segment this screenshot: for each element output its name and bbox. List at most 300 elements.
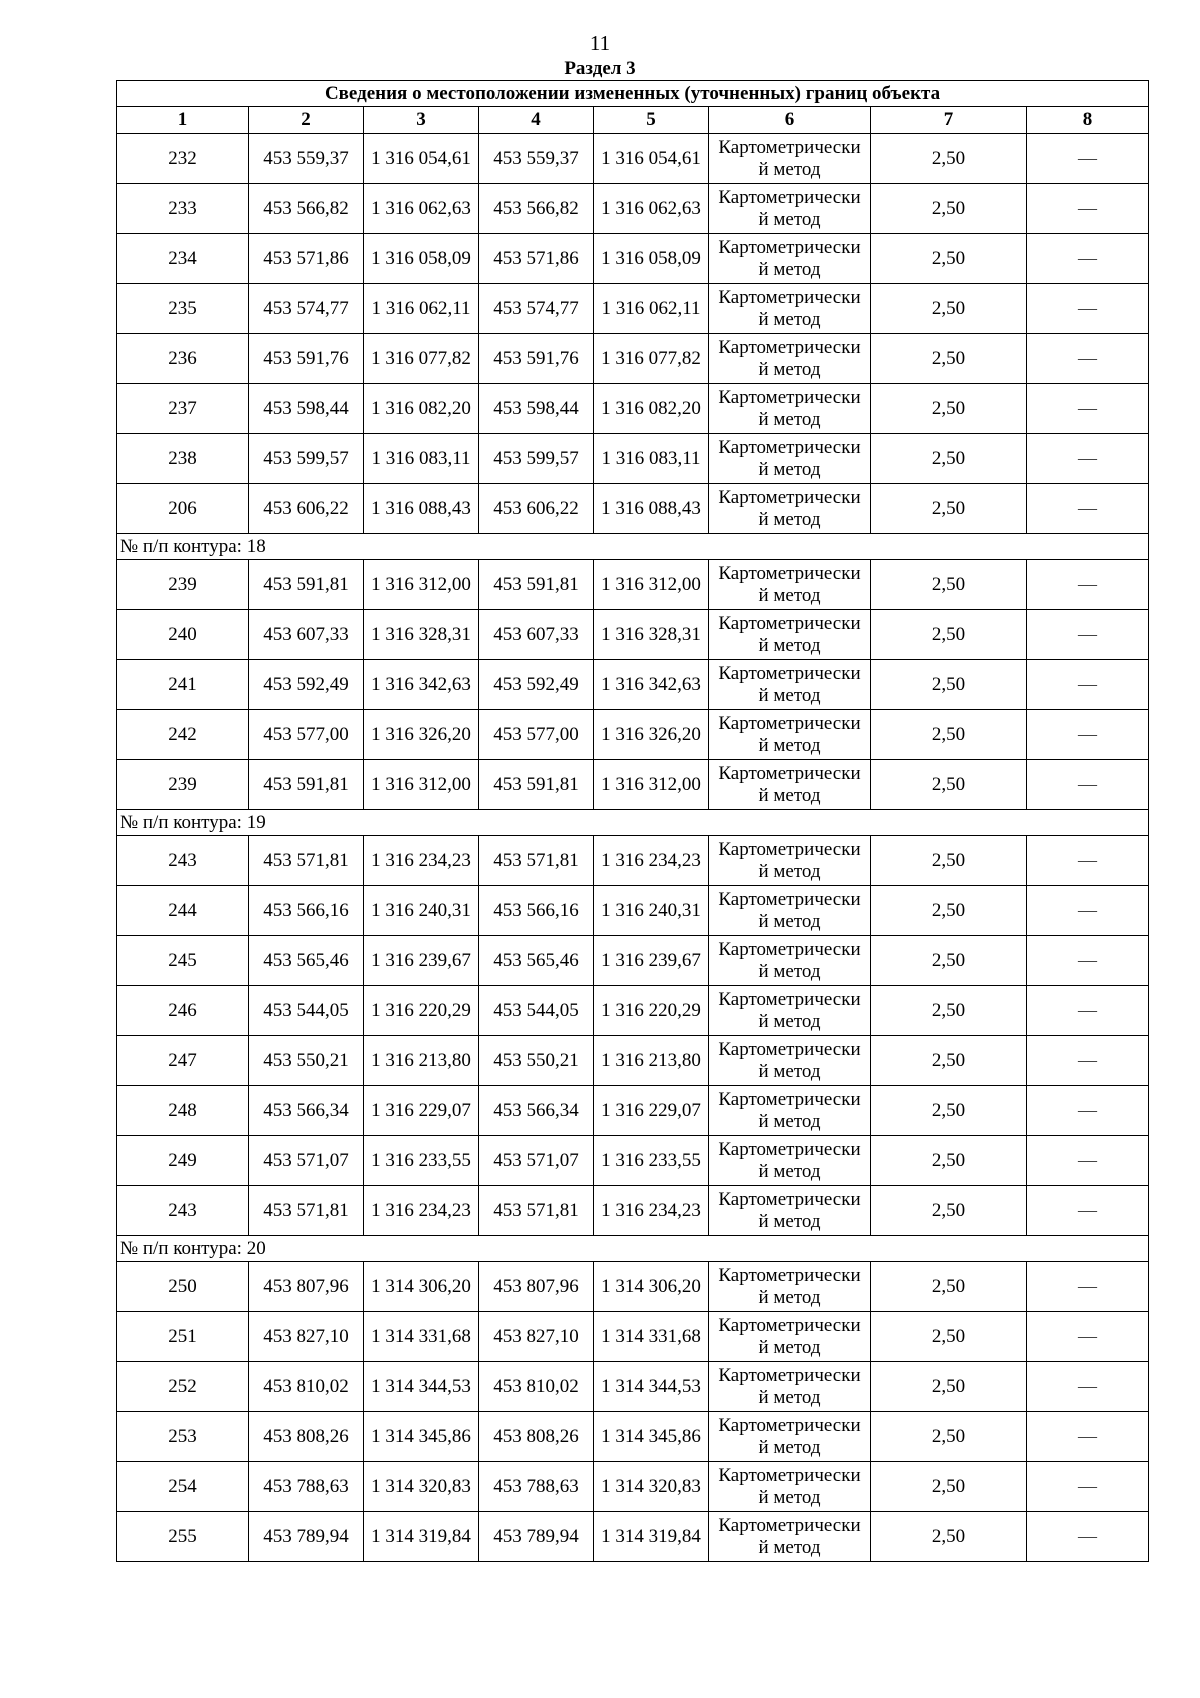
existing-x-cell: 453 591,81 bbox=[249, 560, 364, 610]
accuracy-cell: 2,50 bbox=[871, 234, 1027, 284]
table-row bbox=[117, 234, 1149, 284]
existing-x-cell: 453 571,86 bbox=[249, 234, 364, 284]
description-cell: — bbox=[1027, 760, 1149, 810]
method-text: й метод bbox=[758, 1536, 821, 1558]
method-text: й метод bbox=[758, 1060, 821, 1082]
method-cell bbox=[709, 610, 871, 660]
page-number: 11 bbox=[589, 31, 611, 55]
point-number-cell: 243 bbox=[117, 836, 249, 886]
existing-x-cell: 453 606,22 bbox=[249, 484, 364, 534]
table-row bbox=[117, 1036, 1149, 1086]
accuracy-cell: 2,50 bbox=[871, 610, 1027, 660]
new-y-cell: 1 316 077,82 bbox=[594, 334, 709, 384]
existing-y-cell: 1 316 062,11 bbox=[364, 284, 479, 334]
accuracy-cell: 2,50 bbox=[871, 1086, 1027, 1136]
existing-y-cell: 1 314 345,86 bbox=[364, 1412, 479, 1462]
point-number-cell: 239 bbox=[117, 560, 249, 610]
new-y-cell: 1 316 328,31 bbox=[594, 610, 709, 660]
accuracy-cell: 2,50 bbox=[871, 1462, 1027, 1512]
new-y-cell: 1 314 345,86 bbox=[594, 1412, 709, 1462]
accuracy-cell: 2,50 bbox=[871, 284, 1027, 334]
new-y-cell: 1 316 083,11 bbox=[594, 434, 709, 484]
coordinates-table bbox=[116, 80, 1149, 1562]
description-cell: — bbox=[1027, 836, 1149, 886]
method-cell bbox=[709, 1462, 871, 1512]
existing-y-cell: 1 316 234,23 bbox=[364, 836, 479, 886]
table-row bbox=[117, 1312, 1149, 1362]
method-cell bbox=[709, 560, 871, 610]
method-cell bbox=[709, 184, 871, 234]
accuracy-cell: 2,50 bbox=[871, 660, 1027, 710]
accuracy-cell: 2,50 bbox=[871, 1412, 1027, 1462]
method-text: й метод bbox=[758, 1286, 821, 1308]
existing-x-cell: 453 550,21 bbox=[249, 1036, 364, 1086]
method-cell bbox=[709, 484, 871, 534]
new-x-cell: 453 571,86 bbox=[479, 234, 594, 284]
contour-label: № п/п контура: 20 bbox=[117, 1236, 1149, 1262]
existing-y-cell: 1 316 328,31 bbox=[364, 610, 479, 660]
table-row bbox=[117, 1462, 1149, 1512]
existing-x-cell: 453 559,37 bbox=[249, 134, 364, 184]
method-text: Картометрически bbox=[718, 1264, 861, 1286]
column-number: 3 bbox=[364, 107, 479, 134]
new-y-cell: 1 316 220,29 bbox=[594, 986, 709, 1036]
point-number-cell: 249 bbox=[117, 1136, 249, 1186]
existing-y-cell: 1 316 082,20 bbox=[364, 384, 479, 434]
method-cell bbox=[709, 1312, 871, 1362]
section-title: Раздел 3 bbox=[564, 58, 636, 79]
method-text: Картометрически bbox=[718, 436, 861, 458]
description-cell: — bbox=[1027, 1512, 1149, 1562]
accuracy-cell: 2,50 bbox=[871, 836, 1027, 886]
point-number-cell: 240 bbox=[117, 610, 249, 660]
method-text: й метод bbox=[758, 960, 821, 982]
description-cell: — bbox=[1027, 1136, 1149, 1186]
method-text: й метод bbox=[758, 1336, 821, 1358]
method-cell bbox=[709, 284, 871, 334]
method-text: Картометрически bbox=[718, 888, 861, 910]
table-row bbox=[117, 710, 1149, 760]
method-text: Картометрически bbox=[718, 1314, 861, 1336]
point-number-cell: 233 bbox=[117, 184, 249, 234]
method-text: й метод bbox=[758, 458, 821, 480]
table-row bbox=[117, 936, 1149, 986]
accuracy-cell: 2,50 bbox=[871, 434, 1027, 484]
method-text: й метод bbox=[758, 1486, 821, 1508]
method-cell bbox=[709, 886, 871, 936]
existing-x-cell: 453 591,81 bbox=[249, 760, 364, 810]
point-number-cell: 236 bbox=[117, 334, 249, 384]
existing-x-cell: 453 571,81 bbox=[249, 836, 364, 886]
existing-x-cell: 453 788,63 bbox=[249, 1462, 364, 1512]
point-number-cell: 247 bbox=[117, 1036, 249, 1086]
description-cell: — bbox=[1027, 560, 1149, 610]
column-number: 8 bbox=[1027, 107, 1149, 134]
column-number: 1 bbox=[117, 107, 249, 134]
accuracy-cell: 2,50 bbox=[871, 1362, 1027, 1412]
new-x-cell: 453 827,10 bbox=[479, 1312, 594, 1362]
method-text: Картометрически bbox=[718, 486, 861, 508]
description-cell: — bbox=[1027, 886, 1149, 936]
new-y-cell: 1 316 312,00 bbox=[594, 760, 709, 810]
new-x-cell: 453 559,37 bbox=[479, 134, 594, 184]
point-number-cell: 250 bbox=[117, 1262, 249, 1312]
accuracy-cell: 2,50 bbox=[871, 484, 1027, 534]
point-number-cell: 254 bbox=[117, 1462, 249, 1512]
table-row bbox=[117, 986, 1149, 1036]
point-number-cell: 255 bbox=[117, 1512, 249, 1562]
existing-y-cell: 1 316 088,43 bbox=[364, 484, 479, 534]
method-text: й метод bbox=[758, 1010, 821, 1032]
contour-header-row bbox=[117, 534, 1149, 560]
existing-y-cell: 1 316 234,23 bbox=[364, 1186, 479, 1236]
table-row bbox=[117, 1512, 1149, 1562]
point-number-cell: 238 bbox=[117, 434, 249, 484]
new-x-cell: 453 606,22 bbox=[479, 484, 594, 534]
existing-y-cell: 1 316 312,00 bbox=[364, 560, 479, 610]
method-text: й метод bbox=[758, 1386, 821, 1408]
table-row bbox=[117, 284, 1149, 334]
method-text: Картометрически bbox=[718, 1364, 861, 1386]
method-text: Картометрически bbox=[718, 136, 861, 158]
table-row bbox=[117, 610, 1149, 660]
table-row bbox=[117, 1362, 1149, 1412]
column-number: 6 bbox=[709, 107, 871, 134]
point-number-cell: 245 bbox=[117, 936, 249, 986]
method-cell bbox=[709, 434, 871, 484]
contour-header-row bbox=[117, 1236, 1149, 1262]
table-row bbox=[117, 484, 1149, 534]
description-cell: — bbox=[1027, 384, 1149, 434]
column-number: 5 bbox=[594, 107, 709, 134]
table-row bbox=[117, 1136, 1149, 1186]
table-row bbox=[117, 1186, 1149, 1236]
new-x-cell: 453 810,02 bbox=[479, 1362, 594, 1412]
new-x-cell: 453 788,63 bbox=[479, 1462, 594, 1512]
method-cell bbox=[709, 710, 871, 760]
existing-x-cell: 453 807,96 bbox=[249, 1262, 364, 1312]
method-text: Картометрически bbox=[718, 1514, 861, 1536]
point-number-cell: 206 bbox=[117, 484, 249, 534]
new-x-cell: 453 598,44 bbox=[479, 384, 594, 434]
point-number-cell: 239 bbox=[117, 760, 249, 810]
method-text: й метод bbox=[758, 684, 821, 706]
description-cell: — bbox=[1027, 986, 1149, 1036]
new-y-cell: 1 316 326,20 bbox=[594, 710, 709, 760]
method-text: й метод bbox=[758, 860, 821, 882]
method-text: Картометрически bbox=[718, 562, 861, 584]
existing-y-cell: 1 316 077,82 bbox=[364, 334, 479, 384]
accuracy-cell: 2,50 bbox=[871, 1312, 1027, 1362]
table-row bbox=[117, 836, 1149, 886]
description-cell: — bbox=[1027, 1362, 1149, 1412]
method-text: Картометрически bbox=[718, 236, 861, 258]
new-y-cell: 1 316 054,61 bbox=[594, 134, 709, 184]
existing-x-cell: 453 571,07 bbox=[249, 1136, 364, 1186]
method-text: Картометрически bbox=[718, 336, 861, 358]
table-row bbox=[117, 1086, 1149, 1136]
table-row bbox=[117, 886, 1149, 936]
table-row bbox=[117, 760, 1149, 810]
new-y-cell: 1 314 319,84 bbox=[594, 1512, 709, 1562]
column-number-row bbox=[117, 107, 1149, 134]
new-y-cell: 1 316 239,67 bbox=[594, 936, 709, 986]
description-cell: — bbox=[1027, 434, 1149, 484]
existing-x-cell: 453 544,05 bbox=[249, 986, 364, 1036]
existing-y-cell: 1 316 213,80 bbox=[364, 1036, 479, 1086]
method-cell bbox=[709, 936, 871, 986]
table-row bbox=[117, 660, 1149, 710]
point-number-cell: 246 bbox=[117, 986, 249, 1036]
method-text: Картометрически bbox=[718, 712, 861, 734]
existing-y-cell: 1 316 312,00 bbox=[364, 760, 479, 810]
new-x-cell: 453 571,81 bbox=[479, 1186, 594, 1236]
new-y-cell: 1 316 062,63 bbox=[594, 184, 709, 234]
method-cell bbox=[709, 1412, 871, 1462]
accuracy-cell: 2,50 bbox=[871, 1186, 1027, 1236]
table-row bbox=[117, 384, 1149, 434]
method-text: й метод bbox=[758, 784, 821, 806]
description-cell: — bbox=[1027, 660, 1149, 710]
existing-y-cell: 1 316 062,63 bbox=[364, 184, 479, 234]
existing-y-cell: 1 316 342,63 bbox=[364, 660, 479, 710]
existing-y-cell: 1 316 326,20 bbox=[364, 710, 479, 760]
existing-x-cell: 453 808,26 bbox=[249, 1412, 364, 1462]
new-x-cell: 453 607,33 bbox=[479, 610, 594, 660]
new-y-cell: 1 316 213,80 bbox=[594, 1036, 709, 1086]
table-body bbox=[117, 81, 1149, 1562]
method-text: Картометрически bbox=[718, 186, 861, 208]
new-x-cell: 453 808,26 bbox=[479, 1412, 594, 1462]
new-y-cell: 1 314 344,53 bbox=[594, 1362, 709, 1412]
point-number-cell: 252 bbox=[117, 1362, 249, 1412]
new-x-cell: 453 565,46 bbox=[479, 936, 594, 986]
existing-y-cell: 1 316 233,55 bbox=[364, 1136, 479, 1186]
method-cell bbox=[709, 760, 871, 810]
point-number-cell: 237 bbox=[117, 384, 249, 434]
new-x-cell: 453 592,49 bbox=[479, 660, 594, 710]
accuracy-cell: 2,50 bbox=[871, 384, 1027, 434]
existing-x-cell: 453 607,33 bbox=[249, 610, 364, 660]
method-cell bbox=[709, 334, 871, 384]
column-number: 2 bbox=[249, 107, 364, 134]
existing-y-cell: 1 316 054,61 bbox=[364, 134, 479, 184]
existing-y-cell: 1 314 306,20 bbox=[364, 1262, 479, 1312]
method-text: й метод bbox=[758, 734, 821, 756]
new-y-cell: 1 316 240,31 bbox=[594, 886, 709, 936]
new-x-cell: 453 591,76 bbox=[479, 334, 594, 384]
description-cell: — bbox=[1027, 1462, 1149, 1512]
method-text: Картометрически bbox=[718, 1038, 861, 1060]
description-cell: — bbox=[1027, 234, 1149, 284]
new-y-cell: 1 314 306,20 bbox=[594, 1262, 709, 1312]
method-cell bbox=[709, 234, 871, 284]
method-text: й метод bbox=[758, 1160, 821, 1182]
method-text: Картометрически bbox=[718, 386, 861, 408]
existing-x-cell: 453 591,76 bbox=[249, 334, 364, 384]
existing-x-cell: 453 592,49 bbox=[249, 660, 364, 710]
existing-x-cell: 453 574,77 bbox=[249, 284, 364, 334]
method-text: й метод bbox=[758, 910, 821, 932]
accuracy-cell: 2,50 bbox=[871, 184, 1027, 234]
method-cell bbox=[709, 1086, 871, 1136]
table-row bbox=[117, 184, 1149, 234]
new-x-cell: 453 566,16 bbox=[479, 886, 594, 936]
method-text: й метод bbox=[758, 358, 821, 380]
new-y-cell: 1 316 082,20 bbox=[594, 384, 709, 434]
new-x-cell: 453 599,57 bbox=[479, 434, 594, 484]
method-text: й метод bbox=[758, 208, 821, 230]
method-text: й метод bbox=[758, 1110, 821, 1132]
method-text: Картометрически bbox=[718, 662, 861, 684]
column-number: 7 bbox=[871, 107, 1027, 134]
table-row bbox=[117, 1412, 1149, 1462]
point-number-cell: 235 bbox=[117, 284, 249, 334]
table-caption-row bbox=[117, 81, 1149, 107]
point-number-cell: 244 bbox=[117, 886, 249, 936]
description-cell: — bbox=[1027, 610, 1149, 660]
new-x-cell: 453 571,07 bbox=[479, 1136, 594, 1186]
method-text: й метод bbox=[758, 584, 821, 606]
method-cell bbox=[709, 384, 871, 434]
existing-x-cell: 453 566,16 bbox=[249, 886, 364, 936]
method-text: й метод bbox=[758, 1436, 821, 1458]
new-x-cell: 453 807,96 bbox=[479, 1262, 594, 1312]
table-row bbox=[117, 334, 1149, 384]
contour-header-row bbox=[117, 810, 1149, 836]
method-cell bbox=[709, 1186, 871, 1236]
existing-x-cell: 453 827,10 bbox=[249, 1312, 364, 1362]
accuracy-cell: 2,50 bbox=[871, 760, 1027, 810]
new-x-cell: 453 566,34 bbox=[479, 1086, 594, 1136]
description-cell: — bbox=[1027, 134, 1149, 184]
method-cell bbox=[709, 660, 871, 710]
existing-y-cell: 1 314 320,83 bbox=[364, 1462, 479, 1512]
method-text: Картометрически bbox=[718, 838, 861, 860]
accuracy-cell: 2,50 bbox=[871, 1136, 1027, 1186]
new-y-cell: 1 314 331,68 bbox=[594, 1312, 709, 1362]
existing-x-cell: 453 599,57 bbox=[249, 434, 364, 484]
method-text: й метод bbox=[758, 408, 821, 430]
existing-y-cell: 1 316 083,11 bbox=[364, 434, 479, 484]
table-row bbox=[117, 134, 1149, 184]
contour-label: № п/п контура: 18 bbox=[117, 534, 1149, 560]
existing-x-cell: 453 598,44 bbox=[249, 384, 364, 434]
point-number-cell: 234 bbox=[117, 234, 249, 284]
point-number-cell: 232 bbox=[117, 134, 249, 184]
description-cell: — bbox=[1027, 936, 1149, 986]
existing-y-cell: 1 314 319,84 bbox=[364, 1512, 479, 1562]
method-text: й метод bbox=[758, 158, 821, 180]
description-cell: — bbox=[1027, 1262, 1149, 1312]
method-cell bbox=[709, 1362, 871, 1412]
description-cell: — bbox=[1027, 710, 1149, 760]
method-text: Картометрически bbox=[718, 988, 861, 1010]
accuracy-cell: 2,50 bbox=[871, 1512, 1027, 1562]
new-x-cell: 453 544,05 bbox=[479, 986, 594, 1036]
new-y-cell: 1 316 062,11 bbox=[594, 284, 709, 334]
existing-x-cell: 453 810,02 bbox=[249, 1362, 364, 1412]
method-cell bbox=[709, 1136, 871, 1186]
description-cell: — bbox=[1027, 1412, 1149, 1462]
table-row bbox=[117, 1262, 1149, 1312]
description-cell: — bbox=[1027, 1186, 1149, 1236]
table-caption: Сведения о местоположении измененных (уточненных) границ объекта bbox=[117, 81, 1149, 107]
new-y-cell: 1 316 234,23 bbox=[594, 1186, 709, 1236]
table-row bbox=[117, 560, 1149, 610]
existing-x-cell: 453 577,00 bbox=[249, 710, 364, 760]
table-row bbox=[117, 434, 1149, 484]
method-cell bbox=[709, 1262, 871, 1312]
existing-x-cell: 453 789,94 bbox=[249, 1512, 364, 1562]
method-text: Картометрически bbox=[718, 762, 861, 784]
existing-y-cell: 1 314 331,68 bbox=[364, 1312, 479, 1362]
new-x-cell: 453 566,82 bbox=[479, 184, 594, 234]
description-cell: — bbox=[1027, 334, 1149, 384]
accuracy-cell: 2,50 bbox=[871, 936, 1027, 986]
description-cell: — bbox=[1027, 184, 1149, 234]
point-number-cell: 242 bbox=[117, 710, 249, 760]
existing-y-cell: 1 316 240,31 bbox=[364, 886, 479, 936]
contour-label: № п/п контура: 19 bbox=[117, 810, 1149, 836]
new-y-cell: 1 316 058,09 bbox=[594, 234, 709, 284]
existing-x-cell: 453 571,81 bbox=[249, 1186, 364, 1236]
new-x-cell: 453 789,94 bbox=[479, 1512, 594, 1562]
accuracy-cell: 2,50 bbox=[871, 1036, 1027, 1086]
accuracy-cell: 2,50 bbox=[871, 134, 1027, 184]
new-x-cell: 453 577,00 bbox=[479, 710, 594, 760]
method-text: Картометрически bbox=[718, 1188, 861, 1210]
method-text: Картометрически bbox=[718, 1138, 861, 1160]
existing-y-cell: 1 316 220,29 bbox=[364, 986, 479, 1036]
method-text: й метод bbox=[758, 634, 821, 656]
accuracy-cell: 2,50 bbox=[871, 560, 1027, 610]
method-text: Картометрически bbox=[718, 1088, 861, 1110]
method-cell bbox=[709, 134, 871, 184]
new-x-cell: 453 574,77 bbox=[479, 284, 594, 334]
new-y-cell: 1 316 234,23 bbox=[594, 836, 709, 886]
method-text: Картометрически bbox=[718, 938, 861, 960]
method-text: й метод bbox=[758, 258, 821, 280]
point-number-cell: 251 bbox=[117, 1312, 249, 1362]
point-number-cell: 248 bbox=[117, 1086, 249, 1136]
new-x-cell: 453 591,81 bbox=[479, 560, 594, 610]
method-text: й метод bbox=[758, 508, 821, 530]
new-y-cell: 1 316 088,43 bbox=[594, 484, 709, 534]
new-y-cell: 1 314 320,83 bbox=[594, 1462, 709, 1512]
accuracy-cell: 2,50 bbox=[871, 886, 1027, 936]
method-text: Картометрически bbox=[718, 1414, 861, 1436]
method-text: й метод bbox=[758, 308, 821, 330]
method-cell bbox=[709, 1036, 871, 1086]
existing-x-cell: 453 566,34 bbox=[249, 1086, 364, 1136]
new-y-cell: 1 316 233,55 bbox=[594, 1136, 709, 1186]
description-cell: — bbox=[1027, 1086, 1149, 1136]
accuracy-cell: 2,50 bbox=[871, 710, 1027, 760]
description-cell: — bbox=[1027, 1312, 1149, 1362]
method-text: Картометрически bbox=[718, 286, 861, 308]
method-text: Картометрически bbox=[718, 612, 861, 634]
existing-x-cell: 453 565,46 bbox=[249, 936, 364, 986]
new-x-cell: 453 571,81 bbox=[479, 836, 594, 886]
existing-y-cell: 1 316 058,09 bbox=[364, 234, 479, 284]
accuracy-cell: 2,50 bbox=[871, 1262, 1027, 1312]
method-text: Картометрически bbox=[718, 1464, 861, 1486]
existing-y-cell: 1 316 239,67 bbox=[364, 936, 479, 986]
column-number: 4 bbox=[479, 107, 594, 134]
accuracy-cell: 2,50 bbox=[871, 986, 1027, 1036]
method-text: й метод bbox=[758, 1210, 821, 1232]
